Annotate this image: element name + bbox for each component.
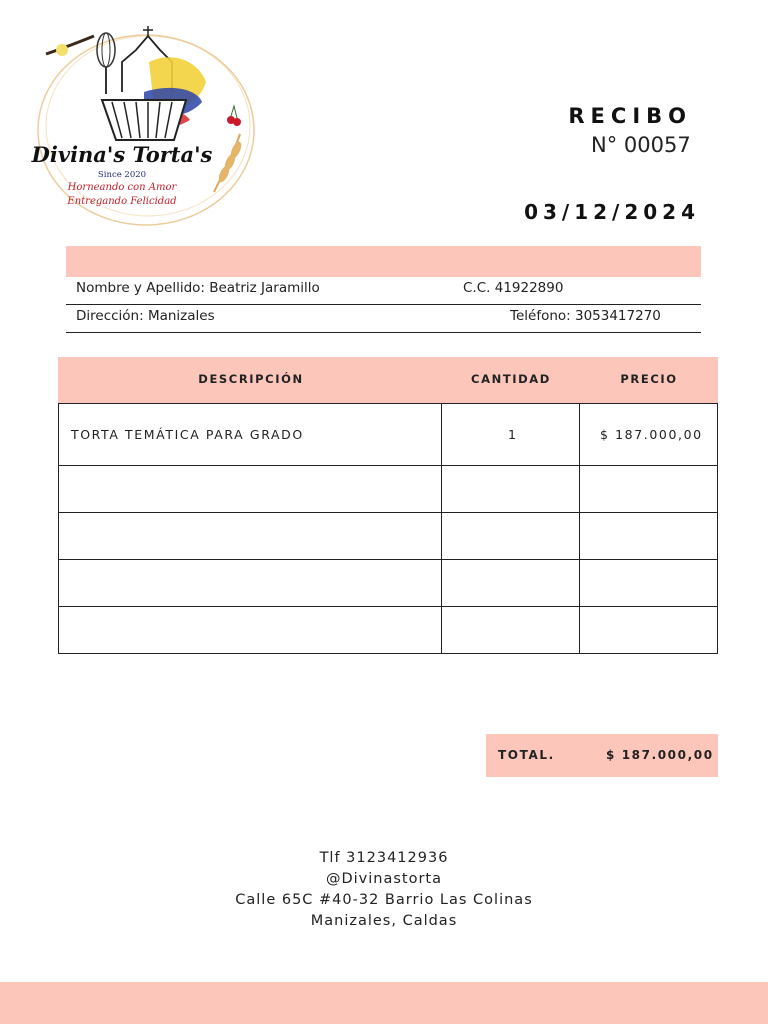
client-row-address bbox=[66, 305, 701, 333]
row-divider bbox=[59, 559, 717, 560]
header-quantity: CANTIDAD bbox=[471, 372, 551, 386]
footer-address: Calle 65C #40-32 Barrio Las Colinas bbox=[235, 892, 533, 908]
footer-city: Manizales, Caldas bbox=[310, 913, 458, 929]
client-phone: Teléfono: 3053417270 bbox=[510, 308, 661, 324]
receipt-number: N° 00057 bbox=[591, 133, 691, 157]
total-label: TOTAL. bbox=[498, 748, 555, 762]
client-row-name bbox=[66, 277, 701, 305]
row-1-description: TORTA TEMÁTICA PARA GRADO bbox=[71, 427, 304, 442]
brand-logo bbox=[24, 22, 264, 232]
row-divider bbox=[59, 465, 717, 466]
footer-social: @Divinastorta bbox=[325, 871, 443, 887]
client-name: Nombre y Apellido: Beatriz Jaramillo bbox=[76, 280, 320, 296]
footer-contact bbox=[0, 848, 768, 932]
items-table bbox=[58, 357, 718, 654]
client-id: C.C. 41922890 bbox=[463, 280, 564, 296]
cupcake-logo-icon bbox=[24, 22, 264, 232]
footer-phone: Tlf 3123412936 bbox=[319, 850, 449, 866]
row-divider bbox=[59, 606, 717, 607]
logo-slogan-2: Entregando Felicidad bbox=[67, 196, 177, 207]
receipt-date: 03/12/2024 bbox=[524, 200, 700, 224]
row-1-price: $ 187.000,00 bbox=[600, 427, 703, 442]
column-divider bbox=[441, 404, 442, 653]
logo-brand: Divina's Torta's bbox=[31, 142, 213, 167]
row-1-quantity: 1 bbox=[508, 427, 518, 442]
client-address: Dirección: Manizales bbox=[76, 308, 215, 324]
header-price: PRECIO bbox=[620, 372, 678, 386]
total-box bbox=[486, 734, 718, 777]
header-description: DESCRIPCIÓN bbox=[198, 372, 304, 386]
receipt-title: RECIBO bbox=[568, 104, 692, 128]
logo-slogan-1: Horneando con Amor bbox=[67, 182, 177, 193]
items-grid bbox=[58, 403, 718, 654]
logo-since: Since 2020 bbox=[97, 170, 147, 180]
bottom-band bbox=[0, 982, 768, 1024]
row-divider bbox=[59, 512, 717, 513]
client-header-band bbox=[66, 246, 701, 277]
total-value: $ 187.000,00 bbox=[606, 748, 714, 762]
items-table-header bbox=[58, 357, 718, 403]
column-divider bbox=[579, 404, 580, 653]
